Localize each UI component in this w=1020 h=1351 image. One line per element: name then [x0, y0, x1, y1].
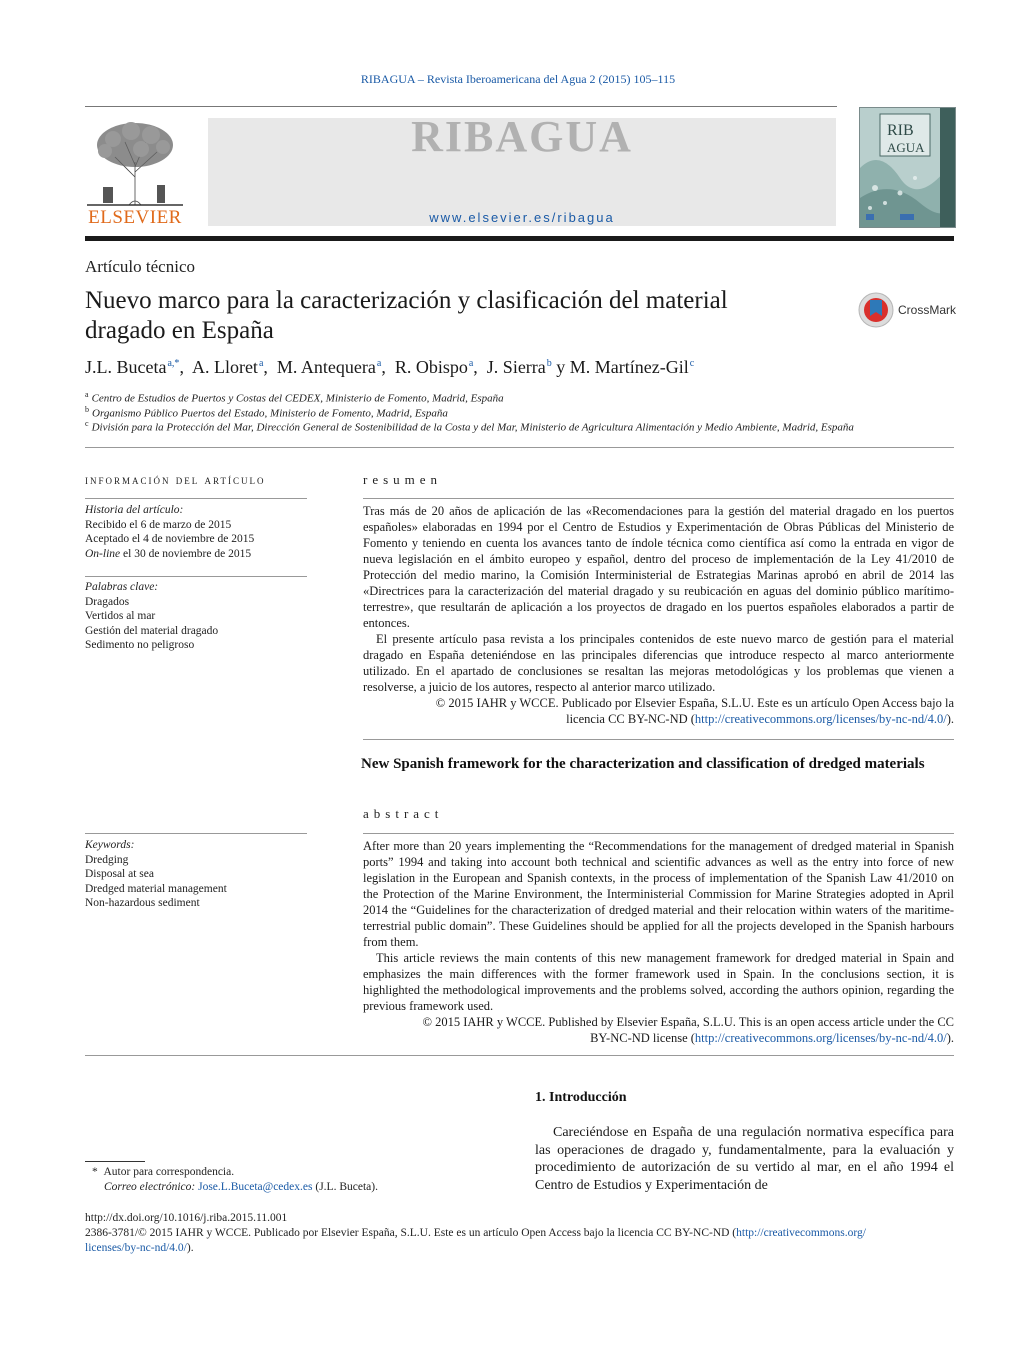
author: J. Sierra$^b$ y: [486, 357, 566, 377]
english-title: New Spanish framework for the characterization and classification of dredged materials: [361, 756, 925, 772]
bottom-license-cont: licenses/by-nc-nd/4.0/).: [85, 1242, 194, 1254]
article-type: Artículo técnico: [85, 257, 195, 276]
author: A. Lloret$^a$,: [191, 357, 268, 377]
header-thick-rule: [85, 236, 954, 241]
resumen-copyright: © 2015 IAHR y WCCE. Publicado por Elsevier España, S.L.U. Este es un artículo Open Access bajo la: [435, 696, 954, 710]
abstract-rule: [363, 833, 954, 834]
keywords-en: Keywords: Dredging Disposal at sea Dredged material management Non-hazardous sediment: [85, 838, 307, 911]
elsevier-wordmark: ELSEVIER: [88, 207, 182, 228]
abstract-paragraph: After more than 20 years implementing the “Recommendations for the management of dredged material in Spanish ports” 1994 and taking into account both technical and scientific advances as well as the entry into force of new legislation in the European and Spanish contexts, in the process of implementation of the Spanish Law 41/2010 on the Protection of the Marine Environment, the Interministerial Commission for Marine Strategies adopted in April 2014 the “Guidelines for the characterization of dredged material and their relocation within waters of the maritime-terrestrial public domain”. These Guidelines should be applied for all the projects developed in the Spanish harbours from them.: [363, 839, 954, 949]
keyword: Vertidos al mar: [85, 610, 156, 623]
author-list: [85, 357, 694, 378]
author-affiliation-mark[interactable]: b: [546, 358, 552, 369]
keywords-en-rule: [85, 833, 307, 834]
author-affiliation-mark[interactable]: a: [258, 358, 264, 369]
intro-paragraph: Careciéndose en España de una regulación normativa específica para las operaciones de dragado y, fundamentalmente, para la evaluación y procedimiento de autorización de su vertido al mar, en el año 1994 el Centro de Estudios y Experimentación de: [535, 1125, 954, 1193]
info-heading: información del artículo: [85, 472, 266, 487]
footnote-corresponding: * Autor para correspondencia.: [92, 1166, 235, 1178]
license-link[interactable]: http://creativecommons.org/licenses/by-nc-nd/4.0/: [694, 1031, 947, 1045]
license-link[interactable]: licenses/by-nc-nd/4.0/: [85, 1242, 187, 1254]
footnote-rule: [85, 1161, 145, 1162]
abstract-copyright: © 2015 IAHR y WCCE. Published by Elsevier España, S.L.U. This is an open access article under the CC: [422, 1015, 954, 1029]
resumen-heading: resumen: [363, 472, 443, 487]
keyword: Dragados: [85, 595, 130, 608]
footnote-email: Correo electrónico: Jose.L.Buceta@cedex.es (J.L. Buceta).: [104, 1181, 378, 1193]
affiliation-a: $^a$ Centro de Estudios de Puertos y Costas del CEDEX, Ministerio de Fomento, Madrid, España: [85, 390, 504, 405]
resumen-paragraph: Tras más de 20 años de aplicación de las «Recomendaciones para la gestión del material dragado en los puertos españoles» elaboradas en 1994 por el Centro de Estudios y Experimentación de Obras Públicas del Ministerio de Fomento y teniendo en cuenta los avances tanto de índole técnica como científica así como la entrada en vigor de nueva legislación en el ámbito europeo y español, dentro del proceso de implementación de la Ley 41/2010 de Protección del medio marino, la Comisión Interministerial de Estrategias Marinas aprobó en abril de 2014 las «Directrices para la caracterización del material dragado y su reubicación en aguas del dominio público marítimo-terrestre», que resultarán de aplicación a los proyectos de dragado en los puertos españoles elaborados a partir de entonces.: [363, 504, 954, 630]
keyword: Disposal at sea: [85, 868, 154, 881]
keyword: Sedimento no peligroso: [85, 639, 195, 652]
resumen-body: [363, 503, 954, 727]
masthead-url[interactable]: www.elsevier.es/ribagua: [429, 210, 615, 225]
article-history: Historia del artículo: Recibido el 6 de marzo de 2015 Aceptado el 4 de noviembre de 2015 On-line el 30 de noviembre de 2015: [85, 504, 255, 560]
author-affiliation-mark[interactable]: a: [376, 358, 382, 369]
journal-cover: [859, 107, 956, 228]
crossmark-label[interactable]: CrossMark: [898, 303, 957, 317]
author: M. Martínez-Gil$^c$: [569, 357, 695, 377]
author: J.L. Buceta$^{a,*}$,: [85, 357, 184, 377]
author-affiliation-mark[interactable]: c: [689, 358, 695, 369]
license-link[interactable]: http://creativecommons.org/licenses/by-nc-nd/4.0/: [694, 712, 947, 726]
abstract-license: BY-NC-ND license (http://creativecommons.org/licenses/by-nc-nd/4.0/).: [590, 1031, 954, 1045]
bottom-license: 2386-3781/© 2015 IAHR y WCCE. Publicado por Elsevier España, S.L.U. Este es un artículo Open Access bajo la licencia CC BY-NC-ND (http://creativecommons.org/: [85, 1227, 866, 1239]
masthead-title: RIBAGUA: [411, 112, 633, 161]
keyword: Dredging: [85, 853, 129, 866]
resumen-rule: [363, 498, 954, 499]
resumen-end-rule: [363, 739, 954, 740]
keyword: Gestión del material dragado: [85, 624, 219, 637]
keyword: Dredged material management: [85, 882, 227, 895]
author: M. Antequera$^a$,: [276, 357, 386, 377]
affiliation-c: $^c$ División para la Protección del Mar, Dirección General de Sostenibilidad de la Costa y del Mar, Ministerio de Agricultura Alimentación y Medio Ambiente, Madrid, España: [85, 419, 854, 434]
license-link[interactable]: http://creativecommons.org/: [736, 1227, 866, 1239]
journal-reference[interactable]: RIBAGUA – Revista Iberoamericana del Agua 2 (2015) 105–115: [360, 72, 676, 86]
article-title: Nuevo marco para la caracterización y clasificación del material dragado en España: [85, 287, 728, 344]
author-affiliation-mark[interactable]: a: [468, 358, 474, 369]
abstract-end-rule: [85, 1055, 954, 1056]
intro-body: [535, 1124, 954, 1194]
affiliation-b: $^b$ Organismo Público Puertos del Estado, Ministerio de Fomento, Madrid, España: [85, 405, 448, 420]
svg-text:RIB: RIB: [887, 122, 914, 139]
author-affiliation-mark[interactable]: a,*: [167, 358, 180, 369]
abstract-body: [363, 838, 954, 1046]
abstract-paragraph: This article reviews the main contents of this new management framework for dredged material in Spain and emphasizes the main differences with the former framework used in Spain. In the conclusions section, it is highlighted the methodological improvements and the problems solved, according the authors opinion, regarding the previous framework used.: [363, 951, 954, 1013]
keywords-rule: [85, 576, 307, 577]
keywords-es: Palabras clave: Dragados Vertidos al mar Gestión del material dragado Sedimento no peligroso: [85, 580, 307, 653]
resumen-license: licencia CC BY-NC-ND (http://creativecommons.org/licenses/by-nc-nd/4.0/).: [566, 712, 954, 726]
abstract-heading: abstract: [363, 806, 444, 821]
doi-link[interactable]: http://dx.doi.org/10.1016/j.riba.2015.11.001: [85, 1212, 288, 1224]
email-link[interactable]: Jose.L.Buceta@cedex.es: [198, 1181, 313, 1193]
section-rule: [85, 447, 954, 448]
svg-text:AGUA: AGUA: [887, 140, 925, 155]
resumen-paragraph: El presente artículo pasa revista a los principales contenidos de este nuevo marco de gestión para el material dragado en España deteniéndose en las principales diferencias que introduce respecto al marco anteriormente utilizado. En el apartado de conclusiones se resaltan las mejoras metodológicas y los problemas que vienen a resolverse, a juicio de los autores, respecto al anterior marco utilizado.: [363, 632, 954, 694]
keyword: Non-hazardous sediment: [85, 897, 200, 910]
author: R. Obispo$^a$,: [394, 357, 478, 377]
intro-heading: 1. Introducción: [535, 1090, 627, 1105]
header-rule: [85, 106, 837, 107]
info-rule: [85, 498, 307, 499]
